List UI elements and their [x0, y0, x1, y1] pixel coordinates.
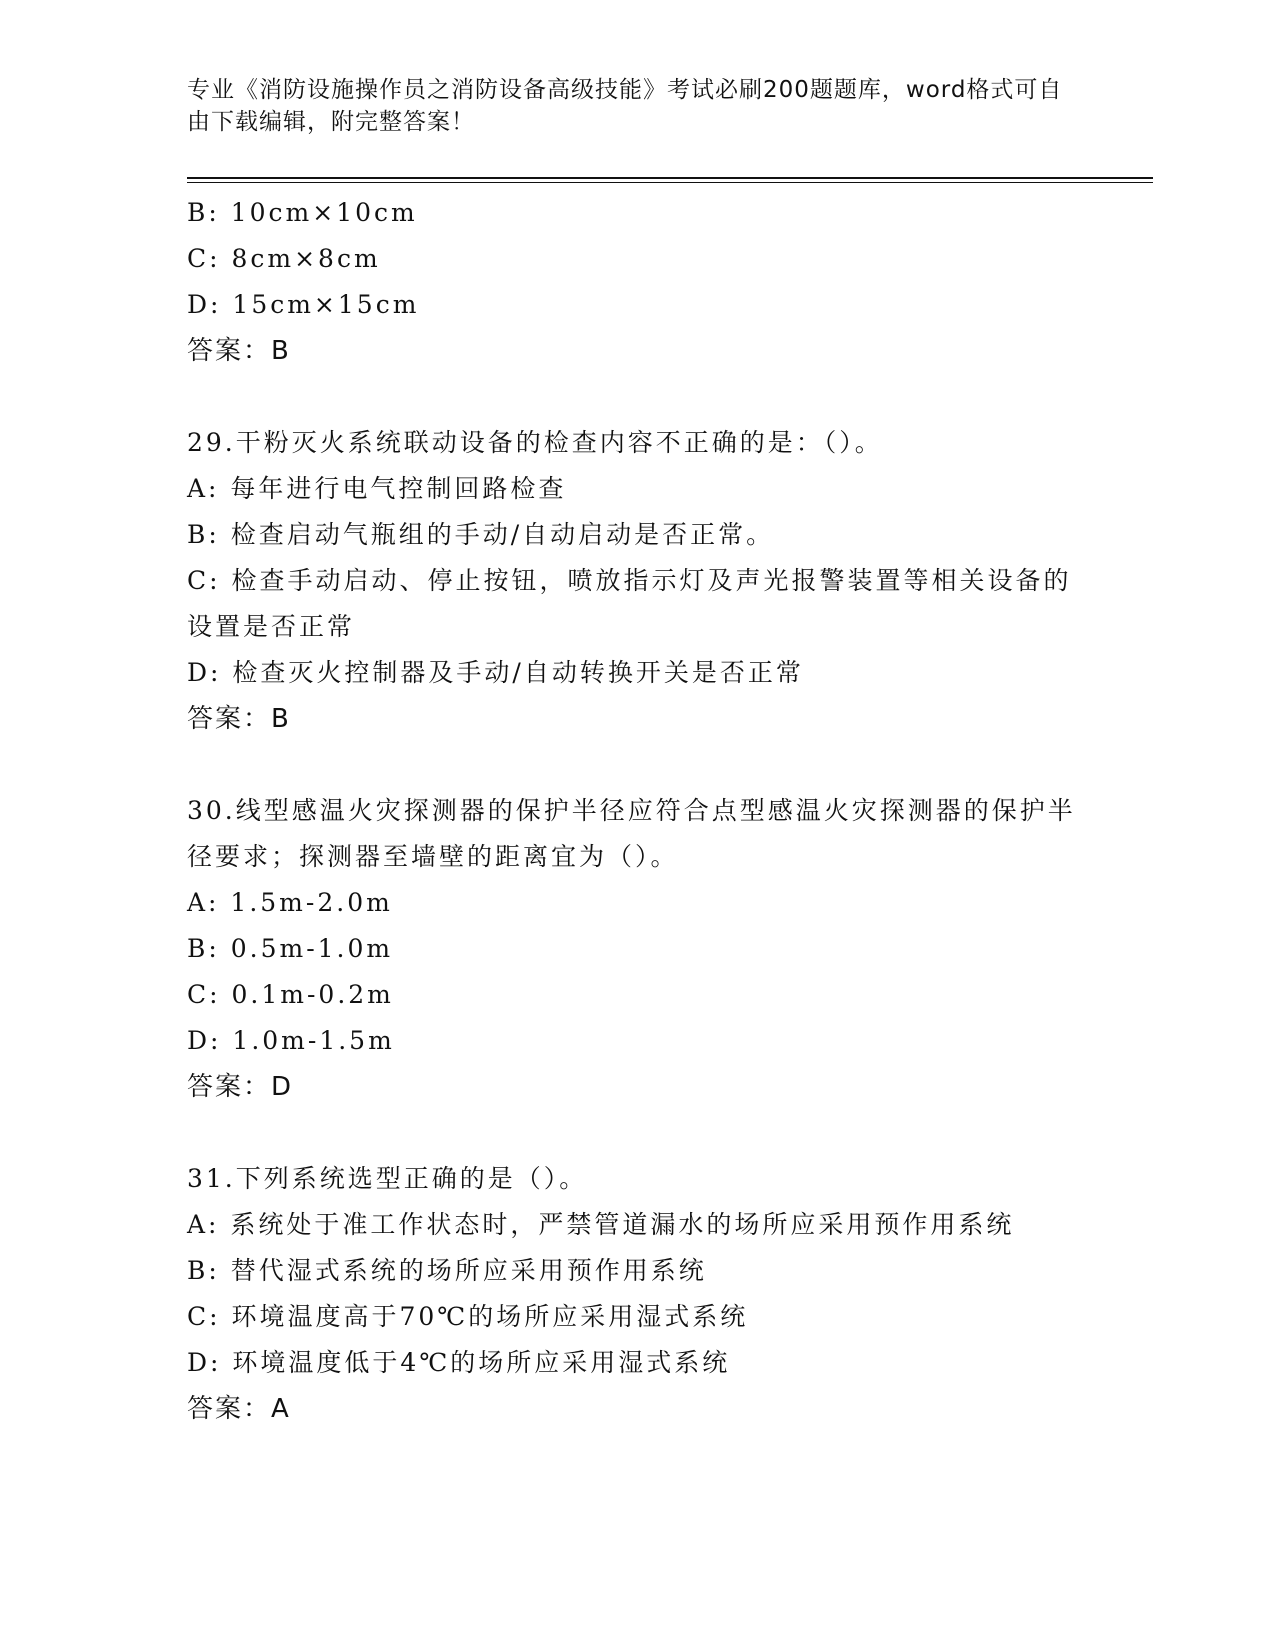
- option-a: A: 1.5m-2.0m: [187, 888, 393, 917]
- option-a: A: 系统处于准工作状态时，严禁管道漏水的场所应采用预作用系统: [187, 1210, 1015, 1239]
- answer-line: 答案：B: [187, 336, 291, 366]
- header-divider-thin: [187, 182, 1153, 183]
- spacer: [187, 1110, 1087, 1156]
- option-b: B: 检查启动气瓶组的手动/自动启动是否正常。: [187, 520, 775, 549]
- option-c: C: 0.1m-0.2m: [187, 980, 394, 1009]
- option-d: D: 15cm×15cm: [187, 290, 420, 319]
- option-b: B: 0.5m-1.0m: [187, 934, 394, 963]
- question-stem: 29.干粉灭火系统联动设备的检查内容不正确的是：（）。: [187, 428, 883, 457]
- option-d: D: 1.0m-1.5m: [187, 1026, 395, 1055]
- option-c: C: 8cm×8cm: [187, 244, 381, 273]
- option-b: B: 替代湿式系统的场所应采用预作用系统: [187, 1256, 707, 1285]
- question-block: [187, 190, 1087, 374]
- question-stem: 30.线型感温火灾探测器的保护半径应符合点型感温火灾探测器的保护半径要求；探测器至墙壁的距离宜为（）。: [187, 796, 1076, 871]
- question-block: [187, 788, 1087, 1110]
- option-c: C: 检查手动启动、停止按钮，喷放指示灯及声光报警装置等相关设备的设置是否正常: [187, 566, 1072, 641]
- option-d: D: 环境温度低于4℃的场所应采用湿式系统: [187, 1348, 731, 1377]
- option-c: C: 环境温度高于70℃的场所应采用湿式系统: [187, 1302, 749, 1331]
- header-divider: [187, 177, 1153, 179]
- option-b: B: 10cm×10cm: [187, 198, 418, 227]
- question-stem: 31.下列系统选型正确的是（）。: [187, 1164, 588, 1193]
- option-a: A: 每年进行电气控制回路检查: [187, 474, 567, 503]
- answer-line: 答案：D: [187, 1072, 294, 1102]
- question-block: [187, 420, 1087, 742]
- question-content: [187, 190, 1087, 1432]
- page-header: 专业《消防设施操作员之消防设备高级技能》考试必刷200题题库，word格式可自由下载编辑，附完整答案！: [187, 77, 1063, 135]
- question-block: [187, 1156, 1087, 1432]
- spacer: [187, 742, 1087, 788]
- spacer: [187, 374, 1087, 420]
- answer-line: 答案：B: [187, 704, 291, 734]
- option-d: D: 检查灭火控制器及手动/自动转换开关是否正常: [187, 658, 804, 687]
- answer-line: 答案：A: [187, 1394, 291, 1424]
